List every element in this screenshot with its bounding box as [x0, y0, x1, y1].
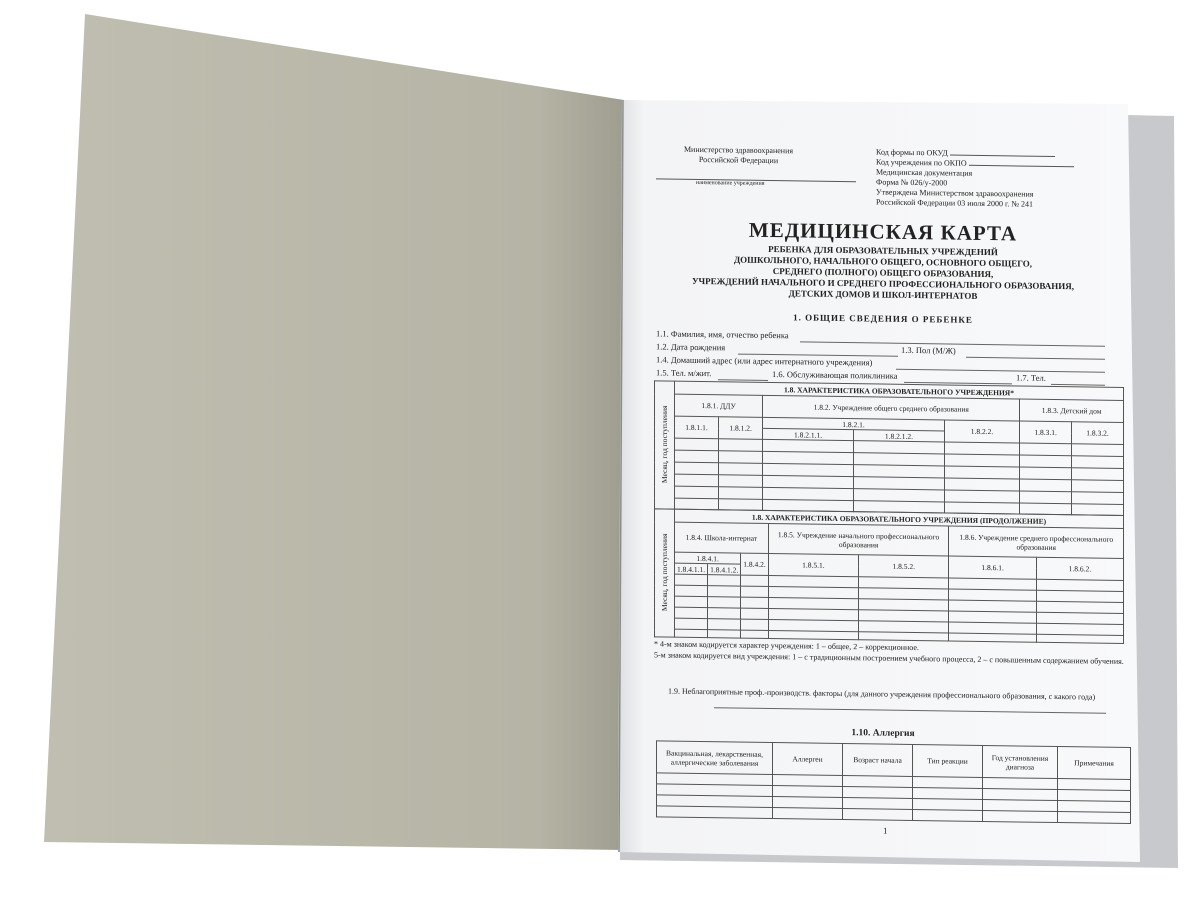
- field-full-name: 1.1. Фамилия, имя, отчество ребенка: [656, 328, 789, 341]
- field-home-phone: 1.5. Тел. м/жит.: [656, 367, 712, 379]
- table-title: 1.8. ХАРАКТЕРИСТИКА ОБРАЗОВАТЕЛЬНОГО УЧРЕЖДЕНИЯ (ПРОДОЛЖЕНИЕ): [675, 509, 1124, 528]
- field-birth-date: 1.2. Дата рождения: [656, 341, 726, 353]
- field-clinic: 1.6. Обслуживающая поликлиника: [772, 369, 898, 381]
- institution-table-continued: Месяц, год поступления 1.8. ХАРАКТЕРИСТИКА ОБРАЗОВАТЕЛЬНОГО УЧРЕЖДЕНИЯ (ПРОДОЛЖЕНИЕ) 1.8.4. Школа-интернат 1.8.5. Учреждение начального профессионального образования 1.8.6. Учреждение среднего профессионального образования 1.8.4.1. 1.8.4.2. 1.8.5.1. 1.8.5.2. 1.8.6.1. 1.8.6.2. 1.8.4.1.1. 1.8.4.1.2.: [654, 508, 1124, 644]
- left-cover-panel: [44, 14, 624, 850]
- institution-caption: наименование учреждения: [696, 179, 765, 187]
- field-sex: 1.3. Пол (М/Ж): [901, 344, 956, 356]
- side-label-cell: Месяц, год поступления: [655, 509, 675, 637]
- allergy-table: Вакцинальная, лекарственная, аллергические заболевания Аллерген Возраст начала Тип реакции Год установления диагноза Примечания: [656, 740, 1131, 824]
- field-phone: 1.7. Тел.: [1016, 372, 1046, 383]
- field-address: 1.4. Домашний адрес (или адрес интернатного учреждения): [656, 354, 873, 368]
- page-number: 1: [883, 825, 888, 836]
- group-kindergarten: 1.8.1. ДДУ: [675, 394, 763, 417]
- footnote-1: * 4-м знаком кодируется характер учреждения: 1 – общее, 2 – коррекционное.: [654, 639, 919, 653]
- section-general-info: 1. ОБЩИЕ СВЕДЕНИЯ О РЕБЕНКЕ: [793, 312, 973, 325]
- table-title: 1.8. ХАРАКТЕРИСТИКА ОБРАЗОВАТЕЛЬНОГО УЧРЕЖДЕНИЯ*: [675, 381, 1124, 400]
- group-orphanage: 1.8.3. Детский дом: [1020, 399, 1124, 422]
- group-vocational-secondary: 1.8.6. Учреждение среднего профессионального образования: [949, 526, 1124, 558]
- group-boarding-school: 1.8.4. Школа-интернат: [675, 522, 769, 553]
- group-school: 1.8.2. Учреждение общего среднего образования: [763, 395, 1020, 421]
- document-title: МЕДИЦИНСКАЯ КАРТА: [748, 217, 1018, 246]
- institution-table: Месяц, год поступления 1.8. ХАРАКТЕРИСТИКА ОБРАЗОВАТЕЛЬНОГО УЧРЕЖДЕНИЯ* 1.8.1. ДДУ 1.8.2. Учреждение общего среднего образования 1.8.3. Детский дом 1.8.1.1. 1.8.1.2. 1.8.2.1. 1.8.2.2. 1.8.3.1. 1.8.3.2. 1.8.2.1.1. 1.8.2.1.2.: [654, 380, 1124, 516]
- section-allergy: 1.10. Аллергия: [851, 728, 915, 740]
- group-vocational-primary: 1.8.5. Учреждение начального профессионального образования: [768, 523, 949, 556]
- footnote-2: 5-м знаком кодируется вид учреждения: 1 – с традиционным построением учебного процесса, 2 – с повышенным содержанием обучения.: [654, 650, 1124, 666]
- form-codes: Код формы по ОКУД Код учреждения по ОКПО Медицинская документация Форма № 026/у-2000 Утверждена Министерством здравоохранения Российской Федерации 03 июля 2000 г. № 241: [876, 147, 1074, 210]
- side-label-cell: Месяц, год поступления: [655, 381, 675, 509]
- form-page: [626, 100, 1140, 867]
- document-subtitle: РЕБЕНКА ДЛЯ ОБРАЗОВАТЕЛЬНЫХ УЧРЕЖДЕНИЙ ДОШКОЛЬНОГО, НАЧАЛЬНОГО ОБЩЕГО, ОСНОВНОГО ОБЩЕГО, СРЕДНЕГО (ПОЛНОГО) ОБЩЕГО ОБРАЗОВАНИЯ, УЧРЕЖДЕНИЙ НАЧАЛЬНОГО И СРЕДНЕГО ПРОФЕССИОНАЛЬНОГО ОБРАЗОВАНИЯ, ДЕТСКИХ ДОМОВ И ШКОЛ-ИНТЕРНАТОВ: [691, 243, 1075, 301]
- ministry-header: Министерство здравоохранения Российской Федерации: [683, 144, 794, 166]
- field-hazards: 1.9. Неблагоприятные проф.-производств. факторы (для данного учреждения профессионального образования, с какого года): [668, 686, 1096, 702]
